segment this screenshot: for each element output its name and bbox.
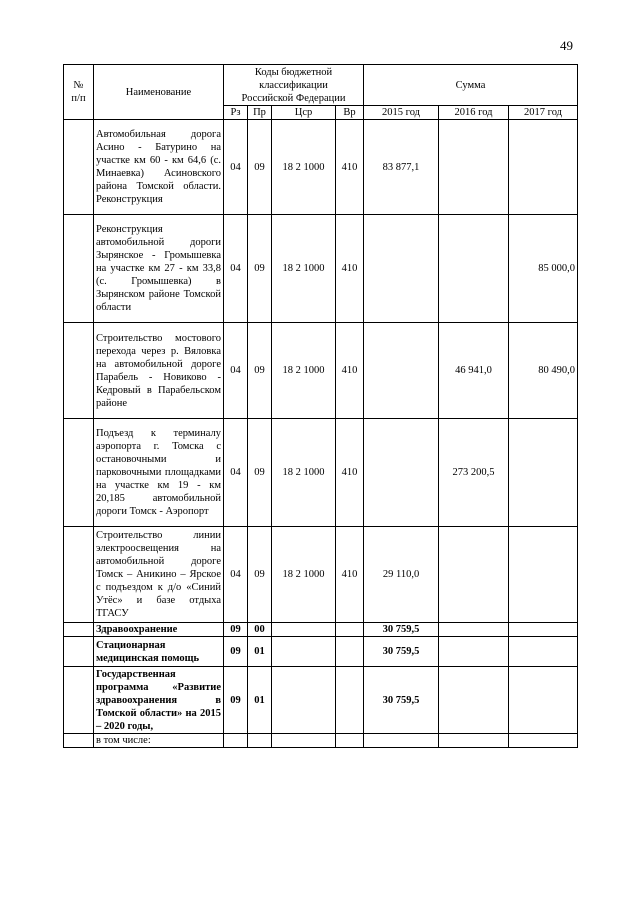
row-cer: 18 2 1000 bbox=[272, 323, 336, 419]
header-num: № п/п bbox=[64, 65, 94, 120]
row-2017 bbox=[509, 734, 578, 748]
row-2017 bbox=[509, 623, 578, 637]
header-codes: Коды бюджетной классификации Российской Федерации bbox=[224, 65, 364, 106]
row-2017 bbox=[509, 667, 578, 734]
row-cer bbox=[272, 623, 336, 637]
row-rz: 04 bbox=[224, 215, 248, 323]
table-row bbox=[64, 527, 578, 623]
row-pr: 09 bbox=[248, 120, 272, 215]
row-pr: 09 bbox=[248, 215, 272, 323]
row-rz: 09 bbox=[224, 637, 248, 667]
row-rz: 04 bbox=[224, 120, 248, 215]
table-row bbox=[64, 637, 578, 667]
row-name: Строительство линии электроосвещения на автомобильной дороге Томск – Аникино – Ярское с подъездом к д/о «Синий Утёс» и базе отдыха ТГАСУ bbox=[94, 527, 224, 623]
row-name: Стационарная медицинская помощь bbox=[94, 637, 224, 667]
row-num bbox=[64, 215, 94, 323]
row-2016 bbox=[439, 120, 509, 215]
row-2017 bbox=[509, 120, 578, 215]
row-2017 bbox=[509, 637, 578, 667]
row-2017 bbox=[509, 419, 578, 527]
row-cer bbox=[272, 637, 336, 667]
row-vr: 410 bbox=[336, 527, 364, 623]
table-row bbox=[64, 734, 578, 748]
row-name: в том числе: bbox=[94, 734, 224, 748]
row-2016 bbox=[439, 527, 509, 623]
row-pr: 09 bbox=[248, 323, 272, 419]
row-rz: 09 bbox=[224, 623, 248, 637]
header-2016: 2016 год bbox=[439, 106, 509, 120]
row-cer bbox=[272, 667, 336, 734]
row-2015 bbox=[364, 734, 439, 748]
row-num bbox=[64, 527, 94, 623]
row-num bbox=[64, 637, 94, 667]
row-vr bbox=[336, 637, 364, 667]
table-row bbox=[64, 120, 578, 215]
row-name: Реконструкция автомобильной дороги Зырянское - Громышевка на участке км 27 - км 33,8 (с. Громышевка) в Зырянском районе Томской области bbox=[94, 215, 224, 323]
table-row bbox=[64, 623, 578, 637]
row-name: Государственная программа «Развитие здравоохранения в Томской области» на 2015 – 2020 годы, bbox=[94, 667, 224, 734]
row-pr: 01 bbox=[248, 637, 272, 667]
table-row bbox=[64, 419, 578, 527]
header-vr: Вр bbox=[336, 106, 364, 120]
header-name: Наименование bbox=[94, 65, 224, 120]
row-pr bbox=[248, 734, 272, 748]
row-cer: 18 2 1000 bbox=[272, 419, 336, 527]
row-num bbox=[64, 667, 94, 734]
row-vr: 410 bbox=[336, 120, 364, 215]
table-row bbox=[64, 323, 578, 419]
row-2016 bbox=[439, 215, 509, 323]
table-row bbox=[64, 215, 578, 323]
row-2016 bbox=[439, 623, 509, 637]
row-2015: 83 877,1 bbox=[364, 120, 439, 215]
row-name: Здравоохранение bbox=[94, 623, 224, 637]
row-pr: 09 bbox=[248, 419, 272, 527]
row-cer: 18 2 1000 bbox=[272, 120, 336, 215]
row-rz: 04 bbox=[224, 323, 248, 419]
row-pr: 09 bbox=[248, 527, 272, 623]
row-2015: 30 759,5 bbox=[364, 667, 439, 734]
row-vr: 410 bbox=[336, 419, 364, 527]
row-rz: 09 bbox=[224, 667, 248, 734]
row-name: Подъезд к терминалу аэропорта г. Томска с остановочными и парковочными площадками на участке км 19 - км 20,185 автомобильной дороги Томск - Аэропорт bbox=[94, 419, 224, 527]
row-num bbox=[64, 734, 94, 748]
row-cer bbox=[272, 734, 336, 748]
row-2015: 29 110,0 bbox=[364, 527, 439, 623]
row-2016: 46 941,0 bbox=[439, 323, 509, 419]
header-cer: Цср bbox=[272, 106, 336, 120]
row-vr: 410 bbox=[336, 323, 364, 419]
page-number: 49 bbox=[560, 38, 573, 53]
row-vr bbox=[336, 623, 364, 637]
row-2016: 273 200,5 bbox=[439, 419, 509, 527]
row-vr bbox=[336, 734, 364, 748]
row-2015 bbox=[364, 215, 439, 323]
row-num bbox=[64, 623, 94, 637]
row-name: Строительство мостового перехода через р. Вяловка на автомобильной дороге Парабель - Новиково - Кедровый в Парабельском районе bbox=[94, 323, 224, 419]
row-name: Автомобильная дорога Асино - Батурино на участке км 60 - км 64,6 (с. Минаевка) Асиновского района Томской области. Реконструкция bbox=[94, 120, 224, 215]
row-vr: 410 bbox=[336, 215, 364, 323]
row-num bbox=[64, 120, 94, 215]
table-row bbox=[64, 667, 578, 734]
row-cer: 18 2 1000 bbox=[272, 527, 336, 623]
header-pr: Пр bbox=[248, 106, 272, 120]
row-2015 bbox=[364, 323, 439, 419]
row-2015 bbox=[364, 419, 439, 527]
row-rz: 04 bbox=[224, 527, 248, 623]
row-2015: 30 759,5 bbox=[364, 637, 439, 667]
row-2015: 30 759,5 bbox=[364, 623, 439, 637]
row-pr: 00 bbox=[248, 623, 272, 637]
row-2017: 80 490,0 bbox=[509, 323, 578, 419]
row-2016 bbox=[439, 667, 509, 734]
budget-table bbox=[63, 64, 578, 748]
header-rz: Рз bbox=[224, 106, 248, 120]
row-cer: 18 2 1000 bbox=[272, 215, 336, 323]
row-2017 bbox=[509, 527, 578, 623]
header-2017: 2017 год bbox=[509, 106, 578, 120]
row-2017: 85 000,0 bbox=[509, 215, 578, 323]
header-sum: Сумма bbox=[364, 65, 578, 106]
row-num bbox=[64, 419, 94, 527]
row-rz: 04 bbox=[224, 419, 248, 527]
row-pr: 01 bbox=[248, 667, 272, 734]
header-2015: 2015 год bbox=[364, 106, 439, 120]
row-num bbox=[64, 323, 94, 419]
row-2016 bbox=[439, 734, 509, 748]
row-vr bbox=[336, 667, 364, 734]
row-rz bbox=[224, 734, 248, 748]
row-2016 bbox=[439, 637, 509, 667]
